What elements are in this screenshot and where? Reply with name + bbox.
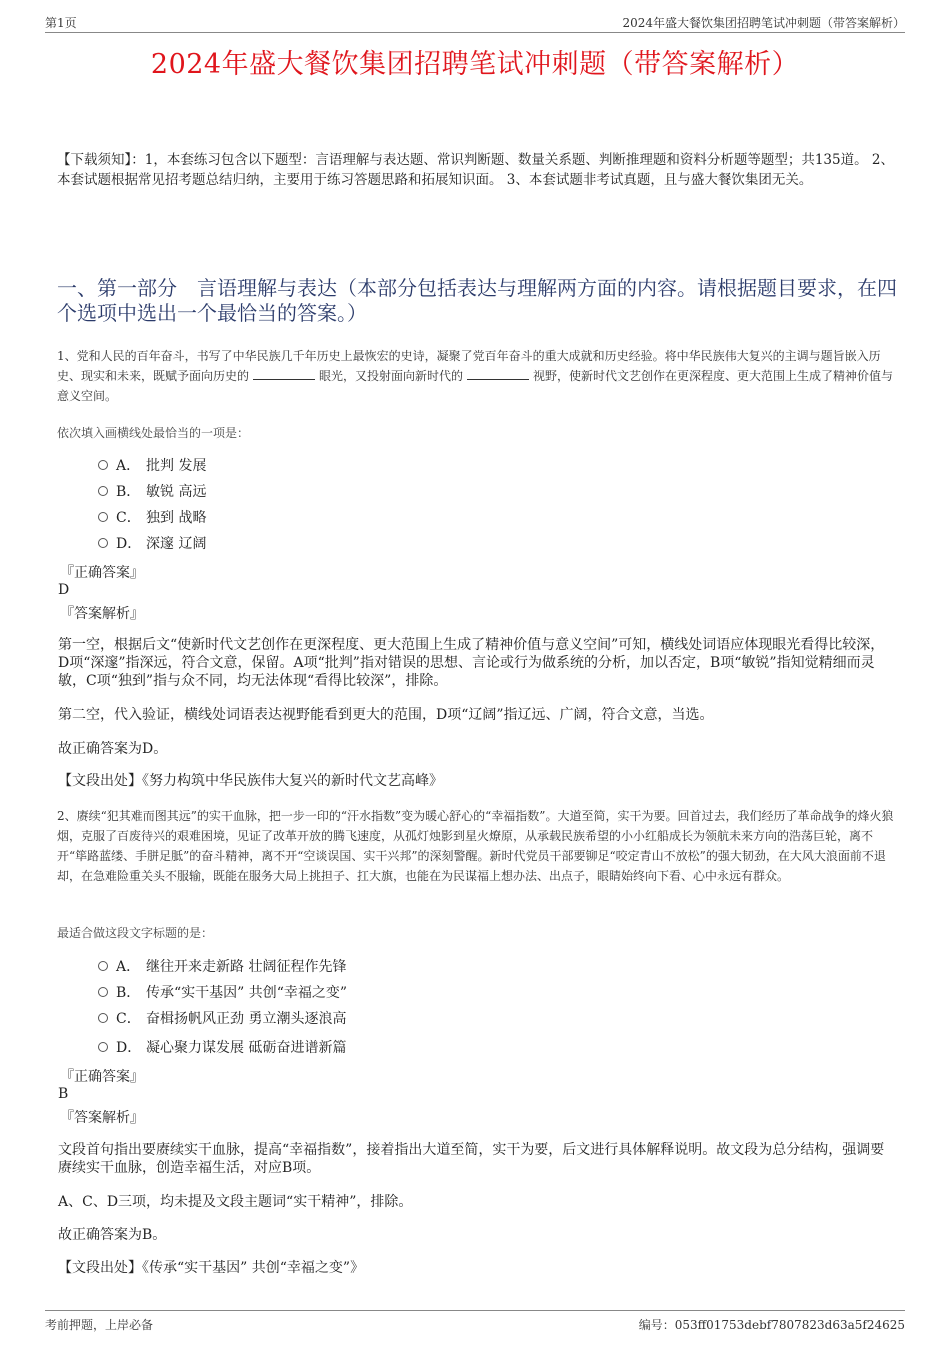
q2-analysis-paragraph: 故正确答案为B。 — [58, 1227, 167, 1243]
radio-icon[interactable] — [98, 987, 108, 997]
radio-icon[interactable] — [98, 1042, 108, 1052]
q2-option-c[interactable]: C． 奋楫扬帆风正劲 勇立潮头逐浪高 — [98, 1009, 346, 1029]
page-title: 2024年盛大餐饮集团招聘笔试冲刺题（带答案解析） — [150, 49, 800, 80]
page-footer — [45, 1310, 905, 1333]
radio-icon[interactable] — [98, 961, 108, 971]
question-2-text: 2、赓续“犯其难而图其远”的实干血脉，把一步一印的“汗水指数”变为暖心舒心的“幸福指数”。大道至简，实干为要。回首过去，我们经历了革命战争的烽火狼烟，克服了百废待兴的艰难困境，见证了改革开放的腾飞速度，从孤灯烛影到星火燎原，从承载民族希望的小小红船成长为领航未来方向的浩荡巨轮，离不开“筚路蓝缕、手胼足胝”的奋斗精神，离不开“空谈误国、实干兴邦”的深刻警醒。新时代党员干部要铆足“咬定青山不放松”的强大韧劲，在大风大浪面前不退却，在急难险重关头不服输，既能在服务大局上挑担子、扛大旗，也能在为民谋福上想办法、出点子，眼睛始终向下看、心中永远有群众。 — [57, 809, 894, 883]
q2-option-d[interactable]: D． 凝心聚力谋发展 砥砺奋进谱新篇 — [98, 1038, 346, 1058]
q2-analysis-paragraph: 文段首句指出要赓续实干血脉，提高“幸福指数”，接着指出大道至简，实干为要，后文进行具体解释说明。故文段为总分结构，强调要赓续实干血脉，创造幸福生活，对应B项。 — [58, 1142, 885, 1176]
q1-option-b[interactable]: B． 敏锐 高远 — [98, 482, 206, 502]
q2-source: 【文段出处】《传承“实干基因” 共创“幸福之变”》 — [58, 1260, 365, 1276]
q2-analysis-paragraph: A、C、D三项，均未提及文段主题词“实干精神”，排除。 — [58, 1194, 413, 1210]
answer-blank-1 — [253, 367, 315, 380]
header-doc-title: 2024年盛大餐饮集团招聘笔试冲刺题（带答案解析） — [622, 16, 905, 30]
page-number: 第1页 — [45, 16, 77, 30]
q1-analysis-label: 『答案解析』 — [60, 606, 144, 622]
footer-slogan: 考前押题，上岸必备 — [45, 1318, 154, 1332]
radio-icon[interactable] — [98, 1013, 108, 1023]
question-2-prompt: 最适合做这段文字标题的是： — [57, 926, 214, 940]
answer-blank-2 — [467, 367, 529, 380]
question-1-text: 1、党和人民的百年奋斗，书写了中华民族几千年历史上最恢宏的史诗，凝聚了党百年奋斗的重大成就和历史经验。将中华民族伟大复兴的主调与题旨嵌入历史、现实和未来，既赋予面向历史的 眼光，又投射面向新时代的 视野，使新时代文艺创作在更深程度、更大范围上生成了精神价值与意义空间。 — [57, 349, 894, 403]
q2-analysis-label: 『答案解析』 — [60, 1110, 144, 1126]
radio-icon[interactable] — [98, 460, 108, 470]
footer-doc-id: 编号：053ff01753debf7807823d63a5f24625 — [638, 1318, 905, 1332]
radio-icon[interactable] — [98, 486, 108, 496]
q1-option-a[interactable]: A． 批判 发展 — [98, 456, 206, 476]
question-1-prompt: 依次填入画横线处最恰当的一项是： — [57, 426, 250, 440]
q2-answer: B — [58, 1086, 69, 1102]
radio-icon[interactable] — [98, 538, 108, 548]
q1-source: 【文段出处】《努力构筑中华民族伟大复兴的新时代文艺高峰》 — [58, 773, 443, 789]
q1-answer: D — [58, 582, 70, 598]
q1-option-c[interactable]: C． 独到 战略 — [98, 508, 206, 528]
q1-analysis-paragraph: 第二空，代入验证，横线处词语表达视野能看到更大的范围，D项“辽阔”指辽远、广阔，符合文意，当选。 — [58, 707, 714, 723]
radio-icon[interactable] — [98, 512, 108, 522]
section-heading: 一、第一部分 言语理解与表达（本部分包括表达与理解两方面的内容。请根据题目要求，在四个选项中选出一个最恰当的答案。） — [57, 276, 897, 325]
q2-option-b[interactable]: B． 传承“实干基因” 共创“幸福之变” — [98, 983, 347, 1003]
q1-correct-label: 『正确答案』 — [60, 565, 144, 581]
q2-option-a[interactable]: A． 继往开来走新路 壮阔征程作先锋 — [98, 957, 346, 977]
q1-analysis-paragraph: 故正确答案为D。 — [58, 741, 168, 757]
q1-analysis-paragraph: 第一空，根据后文“使新时代文艺创作在更深程度、更大范围上生成了精神价值与意义空间”可知，横线处词语应体现眼光看得比较深，D项“深邃”指深远，符合文意，保留。A项“批判”指对错误的思想、言论或行为做系统的分析，加以否定，B项“敏锐”指知觉精细而灵敏，C项“独到”指与众不同，均无法体现“看得比较深”，排除。 — [58, 637, 885, 689]
q1-option-d[interactable]: D． 深邃 辽阔 — [98, 534, 206, 554]
q2-correct-label: 『正确答案』 — [60, 1069, 144, 1085]
page-header — [45, 10, 905, 33]
download-notice: 【下载须知】：1，本套练习包含以下题型：言语理解与表达题、常识判断题、数量关系题、判断推理题和资料分析题等题型；共135道。 2、本套试题根据常见招考题总结归纳，主要用于练习答题思路和拓展知识面。 3、本套试题非考试真题，且与盛大餐饮集团无关。 — [57, 152, 894, 188]
